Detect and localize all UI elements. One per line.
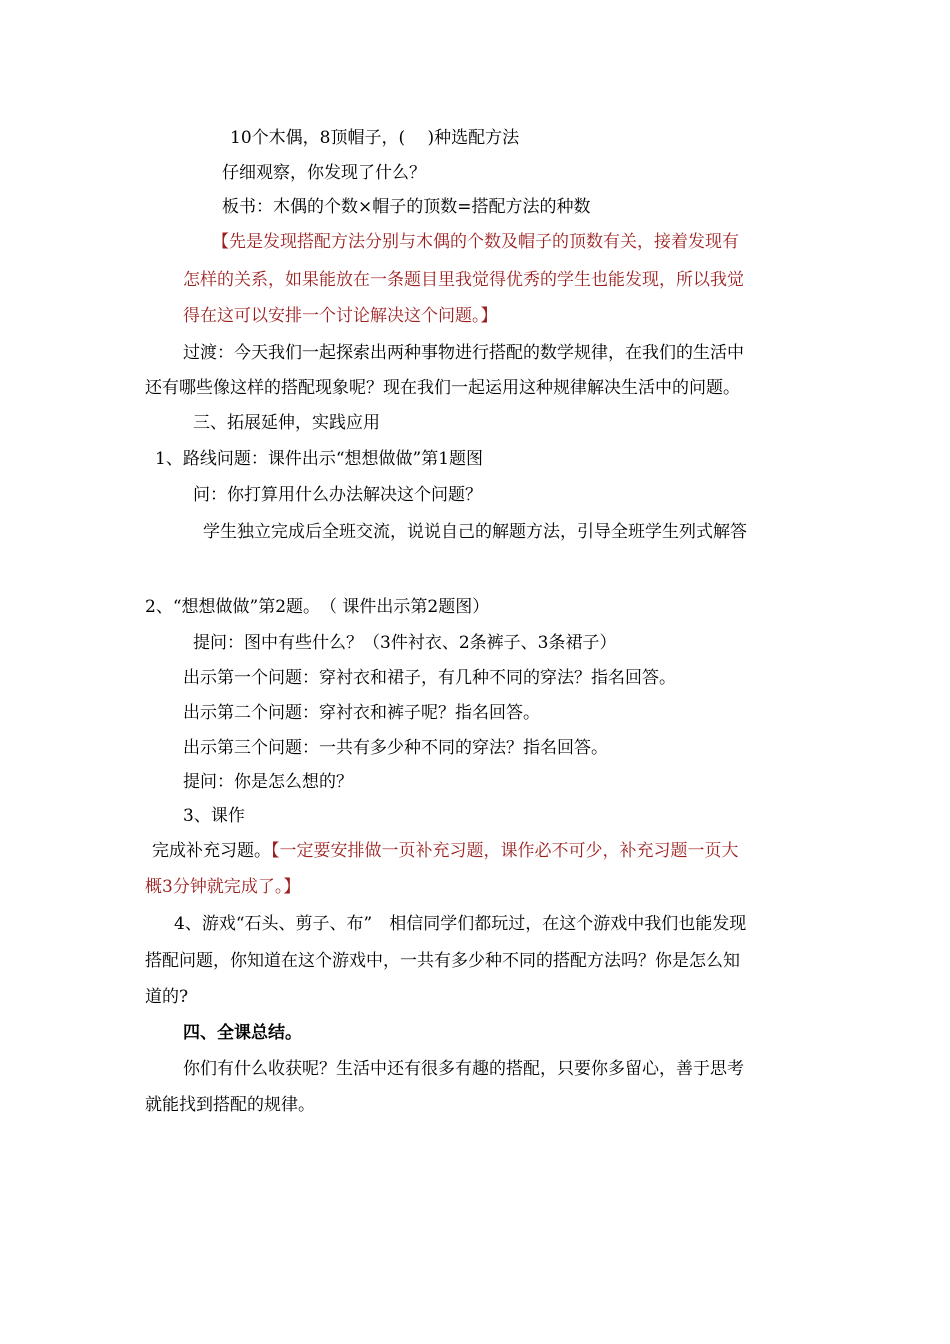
text-line-10: 提问：图中有些什么？（3件衬衣、2条裤子、3条裙子）	[193, 633, 617, 653]
annotation-line-3: 得在这可以安排一个讨论解决这个问题。】	[183, 306, 498, 326]
text-line-1: 10个木偶，8顶帽子，( )种选配方法	[230, 128, 520, 148]
text-line-12: 出示第二个问题：穿衬衣和裤子呢？指名回答。	[183, 703, 540, 723]
text-line-2: 仔细观察，你发现了什么？	[222, 163, 426, 183]
text-line-16-plain: 完成补充习题。	[152, 841, 271, 861]
text-line-3: 板书：木偶的个数×帽子的顶数=搭配方法的种数	[222, 197, 591, 217]
text-line-15: 3、课作	[183, 806, 245, 826]
text-line-17: 4、游戏“石头、剪子、布” 相信同学们都玩过，在这个游戏中我们也能发现	[174, 914, 747, 934]
annotation-line-2: 怎样的关系，如果能放在一条题目里我觉得优秀的学生也能发现，所以我觉	[183, 270, 744, 290]
annotation-line-5: 概3分钟就完成了。】	[145, 877, 301, 897]
text-line-13: 出示第三个问题：一共有多少种不同的穿法？指名回答。	[183, 738, 608, 758]
annotation-line-4: 【一定要安排做一页补充习题，课作必不可少，补充习题一页大	[271, 841, 739, 861]
text-line-18: 搭配问题，你知道在这个游戏中，一共有多少种不同的搭配方法吗？你是怎么知	[145, 951, 740, 971]
text-line-6: 1、路线问题：课件出示“想想做做”第1题图	[155, 449, 484, 469]
section-heading-4: 四、全课总结。	[183, 1023, 302, 1043]
text-line-21: 就能找到搭配的规律。	[145, 1095, 315, 1115]
text-line-19: 道的?	[145, 987, 189, 1007]
text-line-14: 提问：你是怎么想的？	[183, 772, 353, 792]
text-line-20: 你们有什么收获呢？生活中还有很多有趣的搭配，只要你多留心，善于思考	[183, 1059, 744, 1079]
text-line-4: 过渡：今天我们一起探索出两种事物进行搭配的数学规律，在我们的生活中	[183, 343, 744, 363]
text-line-9: 2、“想想做做”第2题。 （ 课件出示第2题图）	[145, 597, 490, 617]
annotation-line-1: 【先是发现搭配方法分别与木偶的个数及帽子的顶数有关，接着发现有	[212, 232, 739, 252]
text-line-5: 还有哪些像这样的搭配现象呢？现在我们一起运用这种规律解决生活中的问题。	[145, 378, 740, 398]
section-heading-3: 三、拓展延伸，实践应用	[193, 413, 380, 433]
text-line-11: 出示第一个问题：穿衬衣和裙子，有几种不同的穿法？指名回答。	[183, 668, 676, 688]
text-line-8: 学生独立完成后全班交流，说说自己的解题方法，引导全班学生列式解答	[203, 522, 747, 542]
text-line-7: 问：你打算用什么办法解决这个问题？	[193, 485, 482, 505]
text-line-16	[152, 840, 739, 862]
